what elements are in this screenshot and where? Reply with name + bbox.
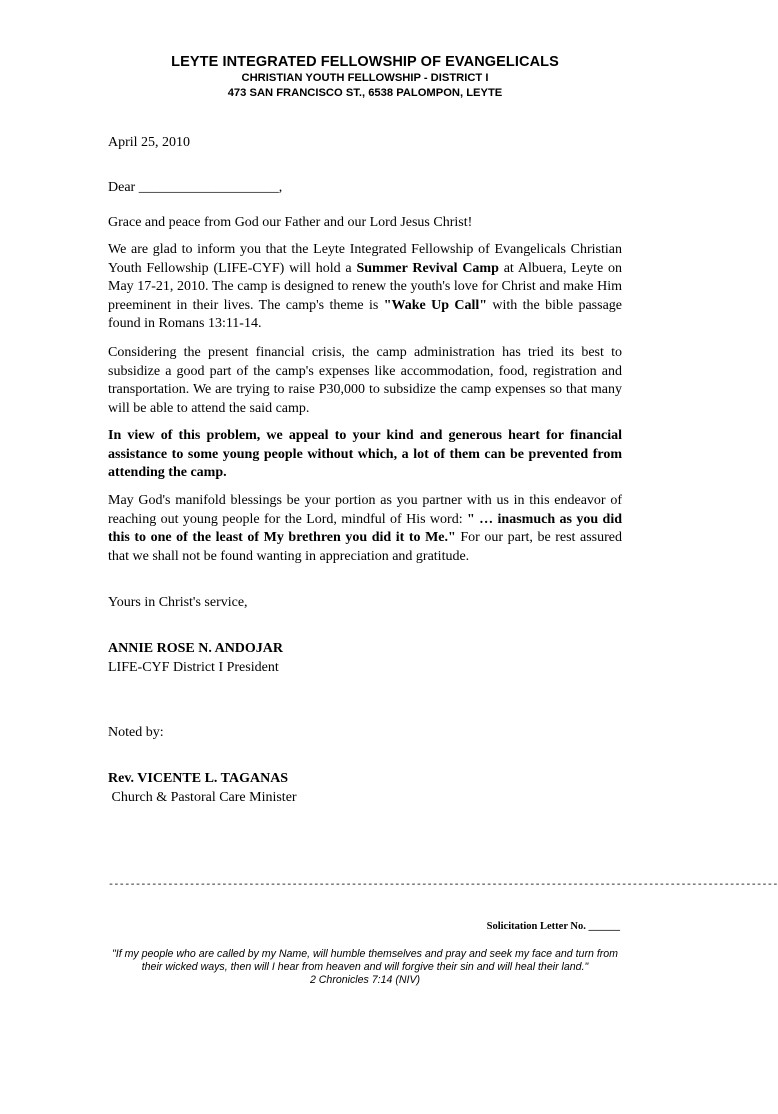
p1-camp-name: Summer Revival Camp bbox=[356, 260, 499, 276]
p4-text-2: For our part, be rest assured that we shall not be found wanting in appreciation and gratitude. bbox=[108, 530, 622, 564]
paragraph-blessings bbox=[108, 492, 622, 566]
footer-divider: ---------------------------------------------------------------------------------------------------------------------------- bbox=[108, 880, 778, 891]
paragraph-financial: Considering the present financial crisis, the camp administration has tried its best to subsidize a good part of the camp's expenses like accommodation, food, registration and transportation. We are trying to raise P30,000 to subsidize the camp expenses so that many will be able to attend the said camp. bbox=[108, 345, 622, 416]
signature-block-minister bbox=[108, 770, 622, 807]
verse-text: "If my people who are called by my Name, will humble themselves and pray and seek my face and turn from their wicked ways, then will I hear from heaven and will forgive their sin and will heal their land." bbox=[111, 948, 619, 973]
footer-verse bbox=[108, 948, 622, 987]
signature-block-president bbox=[108, 640, 622, 677]
signatory-name: ANNIE ROSE N. ANDOJAR bbox=[108, 641, 284, 656]
org-name: LEYTE INTEGRATED FELLOWSHIP OF EVANGELICALS bbox=[171, 54, 559, 70]
noted-by: Noted by: bbox=[108, 725, 164, 740]
solicitation-number: Solicitation Letter No. ______ bbox=[486, 921, 620, 932]
org-address: 473 SAN FRANCISCO ST., 6538 PALOMPON, LEYTE bbox=[227, 87, 503, 99]
greeting: Grace and peace from God our Father and our Lord Jesus Christ! bbox=[108, 215, 473, 230]
p1-text-1: We are glad to inform you that the Leyte Integrated Fellowship of Evangelicals Christian Youth Fellowship (LIFE-CYF) will hold a bbox=[108, 242, 622, 276]
p1-text-3: with the bible passage found in Romans 13:11-14. bbox=[108, 297, 622, 331]
p1-theme: "Wake Up Call" bbox=[383, 297, 488, 313]
paragraph-appeal: In view of this problem, we appeal to your kind and generous heart for financial assistance to some young people without which, a lot of them can be prevented from attending the camp. bbox=[108, 428, 622, 480]
salutation: Dear ____________________, bbox=[108, 180, 283, 195]
org-subtitle: CHRISTIAN YOUTH FELLOWSHIP - DISTRICT I bbox=[241, 72, 489, 84]
p1-text-2: at Albuera, Leyte on May 17-21, 2010. The camp is designed to renew the youth's love for Christ and make Him preeminent in their lives. The camp's theme is bbox=[108, 260, 623, 313]
p4-scripture-quote: " … inasmuch as you did this to one of the least of My brethren you did it to Me." bbox=[108, 511, 622, 545]
paragraph-camp-announcement bbox=[108, 241, 622, 334]
signatory-name: Rev. VICENTE L. TAGANAS bbox=[108, 771, 289, 786]
signatory-title: Church & Pastoral Care Minister bbox=[108, 789, 297, 805]
signatory-title: LIFE-CYF District I President bbox=[108, 659, 279, 675]
letter-date: April 25, 2010 bbox=[108, 135, 191, 150]
closing: Yours in Christ's service, bbox=[108, 595, 248, 610]
p4-text-1: May God's manifold blessings be your portion as you partner with us in this endeavor of reaching out young people for the Lord, mindful of His word: bbox=[108, 493, 622, 527]
verse-reference: 2 Chronicles 7:14 (NIV) bbox=[309, 974, 421, 986]
